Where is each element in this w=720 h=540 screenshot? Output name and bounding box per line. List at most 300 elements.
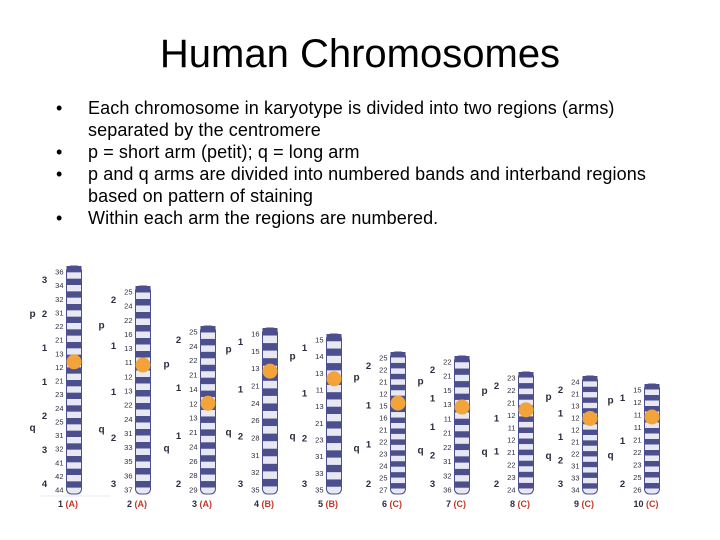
band-label: 25 (379, 473, 388, 483)
chromosome-band (67, 386, 82, 393)
chromosome-band (67, 329, 82, 336)
band-label: 35 (251, 485, 260, 495)
bullet-item (56, 97, 676, 141)
chromosome-band (391, 478, 406, 484)
chromosome-band (583, 456, 598, 462)
chromosome-band (583, 440, 598, 446)
band-label: 12 (189, 399, 198, 409)
band-label: 25 (189, 327, 198, 337)
chromosome-band (583, 387, 598, 393)
chromosome-group: (C) (517, 499, 531, 509)
band-label: 13 (571, 401, 580, 411)
chromosome-band (327, 356, 342, 364)
region-label: 3 (429, 479, 436, 490)
chromosome-band (136, 325, 151, 332)
chromosome-10 (607, 384, 659, 509)
band-label: 23 (315, 435, 324, 445)
chromosome-8 (481, 372, 533, 509)
chromosome-band (136, 345, 151, 352)
chromosome-band (263, 479, 278, 487)
region-label: 1 (557, 432, 564, 443)
chromosome-band (136, 306, 151, 313)
chromosome-number: 2 (126, 499, 135, 509)
band-label: 35 (124, 457, 133, 467)
chromosome-band (391, 374, 406, 380)
band-label: 41 (55, 458, 64, 468)
band-label: 32 (55, 294, 64, 304)
chromosome-group: (C) (581, 499, 595, 509)
q-arm-label: q (163, 443, 170, 455)
band-label: 22 (507, 460, 516, 470)
chromosome-band (455, 381, 470, 388)
chromosome-band (327, 341, 342, 349)
region-label: 1 (301, 388, 308, 400)
band-label: 16 (124, 329, 133, 339)
band-label: 31 (124, 428, 133, 438)
band-label: 12 (507, 410, 516, 420)
chromosome-band (583, 451, 598, 457)
band-label: 14 (189, 384, 198, 394)
band-label: 35 (315, 485, 324, 495)
region-label: 2 (41, 309, 48, 320)
band-label: 21 (55, 376, 64, 386)
chromosome-band (67, 304, 82, 311)
chromosome-band (67, 336, 82, 343)
chromosome-band (67, 405, 82, 412)
chromosome-band (455, 387, 470, 394)
chromosome-band (136, 312, 151, 319)
p-arm-label: p (353, 372, 360, 384)
chromosome-caption (574, 499, 594, 509)
band-label: 15 (251, 346, 260, 356)
chromosome-band (391, 368, 406, 374)
band-label: 24 (189, 442, 198, 452)
p-arm-label: p (163, 359, 170, 371)
chromosome-band (645, 439, 660, 445)
chromosome-band (136, 475, 151, 482)
slide-title: Human Chromosomes (159, 32, 561, 76)
chromosome-band (263, 388, 278, 396)
region-label: 2 (493, 381, 500, 392)
band-label: 25 (124, 287, 133, 297)
chromosome-band (391, 363, 406, 369)
q-arm-label: q (225, 427, 232, 439)
chromosome-band (136, 442, 151, 449)
chromosome-band (391, 428, 406, 434)
band-label: 32 (251, 468, 260, 478)
chromosome-group: (C) (453, 499, 467, 509)
chromosome-band (67, 291, 82, 298)
chromosome-band (201, 423, 216, 430)
chromosome-band (519, 455, 534, 461)
chromosome-band (455, 463, 470, 470)
chromosome-band (391, 390, 406, 396)
band-label: 31 (315, 452, 324, 462)
chromosome-band (67, 272, 82, 279)
band-label: 31 (571, 461, 580, 471)
band-label: 15 (315, 335, 324, 345)
bullet-item (56, 163, 676, 207)
chromosome-band (645, 401, 660, 407)
region-label: 1 (110, 341, 117, 352)
chromosome-band (136, 423, 151, 430)
region-label: 1 (175, 383, 182, 394)
region-label: 2 (619, 479, 626, 490)
band-label: 34 (55, 281, 64, 291)
band-label: 16 (251, 329, 260, 339)
region-label: 1 (557, 408, 564, 420)
band-label: 28 (251, 433, 260, 443)
band-label: 23 (507, 473, 516, 483)
chromosome-band (263, 441, 278, 449)
chromosome-band (455, 456, 470, 463)
chromosome-band (519, 483, 534, 489)
chromosome-ideogram (0, 258, 720, 520)
band-label: 24 (124, 414, 133, 424)
p-arm-label: p (417, 376, 424, 388)
band-label: 23 (55, 390, 64, 400)
band-label: 22 (507, 385, 516, 395)
chromosome-band (455, 475, 470, 482)
chromosome-band (263, 464, 278, 472)
bullet-dot: • (56, 98, 63, 118)
band-label: 22 (124, 315, 133, 325)
chromosome-band (201, 475, 216, 482)
band-label: 32 (443, 471, 452, 481)
q-arm-label: q (481, 446, 488, 458)
band-label: 14 (315, 352, 324, 362)
region-label: 3 (301, 479, 308, 490)
region-label: 1 (493, 446, 500, 458)
band-label: 15 (443, 385, 452, 395)
bullet-dot: • (56, 142, 63, 162)
chromosome-band (67, 285, 82, 292)
chromosome-band (263, 403, 278, 411)
chromosome-caption (58, 499, 78, 509)
chromosome-band (645, 445, 660, 451)
chromosome-3 (163, 326, 215, 509)
chromosome-band (263, 456, 278, 464)
region-label: 1 (429, 393, 436, 405)
chromosome-band (67, 418, 82, 425)
q-arm-label: q (607, 450, 614, 462)
chromosome-band (391, 461, 406, 467)
region-label: 2 (175, 335, 182, 346)
band-label: 21 (571, 437, 580, 447)
chromosome-band (391, 439, 406, 445)
chromosome-band (201, 468, 216, 475)
p-arm-label: p (29, 308, 36, 320)
bullet-item (56, 207, 676, 229)
bullet-dot: • (56, 208, 63, 228)
p-arm-label: p (98, 320, 105, 332)
chromosome-band (201, 332, 216, 339)
band-label: 21 (633, 435, 642, 445)
chromosome-band (645, 478, 660, 484)
q-arm-label: q (289, 431, 296, 443)
chromosome-band (67, 437, 82, 444)
band-label: 34 (571, 485, 580, 495)
band-label: 21 (571, 389, 580, 399)
chromosome-band (67, 412, 82, 419)
chromosome-number: 6 (381, 499, 390, 509)
band-label: 31 (55, 308, 64, 318)
region-label: 2 (493, 479, 500, 490)
chromosome-band (201, 436, 216, 443)
band-label: 11 (315, 385, 324, 395)
region-label: 1 (41, 343, 48, 354)
chromosome-band (645, 472, 660, 478)
chromosome-band (67, 323, 82, 330)
band-label: 12 (571, 425, 580, 435)
region-label: 1 (237, 384, 244, 396)
chromosome-band (455, 369, 470, 376)
band-label: 22 (379, 365, 388, 375)
chromosome-caption (633, 499, 658, 509)
chromosome-band (67, 431, 82, 438)
chromosome-band (519, 378, 534, 384)
chromosome-band (201, 352, 216, 359)
chromosome-band (201, 429, 216, 436)
chromosome-band (455, 431, 470, 438)
band-label: 23 (507, 373, 516, 383)
chromosome-band (583, 467, 598, 473)
chromosome-band (519, 394, 534, 400)
chromosome-band (201, 462, 216, 469)
band-label: 15 (379, 401, 388, 411)
chromosome-band (67, 450, 82, 457)
chromosome-band (327, 349, 342, 357)
chromosome-band (67, 317, 82, 324)
q-arm-label: q (545, 451, 552, 463)
band-label: 36 (443, 485, 452, 495)
region-label: 4 (41, 479, 48, 490)
region-label: 3 (41, 445, 48, 456)
band-label: 22 (443, 357, 452, 367)
centromere-marker (67, 354, 82, 369)
region-label: 2 (175, 479, 182, 490)
chromosome-band (136, 397, 151, 404)
chromosome-band (519, 450, 534, 456)
band-label: 24 (571, 377, 580, 387)
chromosome-band (67, 399, 82, 406)
chromosome-group: (B) (261, 499, 275, 509)
band-label: 36 (55, 267, 64, 277)
chromosome-band (327, 479, 342, 487)
chromosome-band (391, 379, 406, 385)
region-label: 2 (301, 433, 308, 445)
chromosome-band (391, 418, 406, 424)
centromere-marker (455, 400, 470, 415)
region-label: 2 (365, 479, 372, 490)
chromosome-band (645, 390, 660, 396)
band-label: 12 (507, 435, 516, 445)
chromosome-band (136, 410, 151, 417)
chromosome-band (583, 483, 598, 489)
chromosome-band (67, 481, 82, 488)
chromosome-band (136, 416, 151, 423)
region-label: 1 (429, 422, 436, 433)
chromosome-number: 1 (57, 499, 66, 509)
chromosome-band (136, 455, 151, 462)
band-label: 33 (571, 473, 580, 483)
chromosome-band (645, 450, 660, 456)
chromosome-band (583, 392, 598, 398)
chromosome-band (519, 461, 534, 467)
band-label: 13 (124, 344, 133, 354)
region-label: 1 (619, 393, 626, 404)
chromosome-band (327, 450, 342, 458)
band-label: 21 (251, 381, 260, 391)
p-arm-label: p (481, 385, 488, 397)
chromosome-7 (417, 356, 469, 509)
chromosome-band (201, 345, 216, 352)
band-label: 21 (189, 428, 198, 438)
chromosome-band (263, 396, 278, 404)
region-label: 3 (41, 275, 48, 286)
chromosome-band (327, 399, 342, 407)
chromosome-number: 7 (445, 499, 454, 509)
region-label: 1 (175, 431, 182, 442)
band-label: 23 (633, 460, 642, 470)
chromosome-band (391, 467, 406, 473)
chromosome-band (455, 419, 470, 426)
band-label: 21 (443, 428, 452, 438)
band-label: 21 (315, 418, 324, 428)
chromosome-9 (545, 376, 597, 509)
centromere-marker (583, 411, 598, 426)
band-label: 13 (315, 402, 324, 412)
band-label: 13 (55, 349, 64, 359)
chromosome-band (455, 481, 470, 488)
band-label: 26 (189, 456, 198, 466)
band-label: 31 (251, 450, 260, 460)
chromosome-band (201, 442, 216, 449)
band-label: 11 (507, 423, 516, 433)
chromosome-band (645, 395, 660, 401)
chromosome-number: 3 (191, 499, 200, 509)
chromosome-band (136, 384, 151, 391)
band-label: 26 (633, 485, 642, 495)
chromosome-group: (A) (65, 499, 79, 509)
chromosome-band (136, 332, 151, 339)
chromosome-band (583, 446, 598, 452)
band-label: 12 (571, 413, 580, 423)
band-label: 11 (443, 414, 452, 424)
chromosome-band (136, 462, 151, 469)
chromosome-band (136, 449, 151, 456)
band-label: 12 (379, 389, 388, 399)
chromosome-caption (446, 499, 466, 509)
chromosome-band (201, 365, 216, 372)
bullet-text: p and q arms are divided into numbered bands and interband regions based on pattern of staining (88, 164, 646, 206)
chromosome-band (136, 429, 151, 436)
chromosome-band (136, 319, 151, 326)
chromosome-band (645, 467, 660, 473)
chromosome-band (327, 429, 342, 437)
chromosome-band (645, 434, 660, 440)
bullet-text: p = short arm (petit); q = long arm (88, 142, 360, 162)
band-label: 12 (124, 372, 133, 382)
centromere-marker (201, 396, 216, 411)
chromosome-band (455, 375, 470, 382)
chromosome-band (455, 425, 470, 432)
chromosome-band (455, 438, 470, 445)
chromosome-band (201, 455, 216, 462)
band-label: 11 (633, 410, 642, 420)
chromosome-band (327, 414, 342, 422)
band-label: 21 (507, 398, 516, 408)
chromosome-band (201, 416, 216, 423)
p-arm-label: p (545, 392, 552, 404)
region-label: 2 (237, 431, 244, 443)
band-label: 31 (55, 431, 64, 440)
band-label: 25 (633, 473, 642, 482)
chromosome-band (136, 351, 151, 358)
chromosome-band (583, 403, 598, 409)
chromosome-band (136, 481, 151, 488)
chromosome-number: 10 (633, 499, 647, 509)
chromosome-band (391, 434, 406, 440)
chromosome-1 (29, 266, 81, 509)
chromosome-band (201, 410, 216, 417)
p-arm-label: p (607, 395, 614, 407)
region-label: 3 (110, 479, 117, 490)
chromosome-band (391, 483, 406, 489)
band-label: 13 (443, 400, 452, 410)
centromere-marker (327, 371, 342, 386)
chromosome-5 (289, 334, 341, 509)
chromosome-band (67, 475, 82, 482)
band-label: 22 (55, 322, 64, 331)
chromosome-caption (254, 499, 274, 509)
region-label: 2 (110, 295, 117, 306)
bullet-list (56, 97, 676, 229)
chromosome-number: 5 (317, 499, 326, 509)
band-label: 13 (251, 364, 260, 374)
bullet-text: Within each arm the regions are numbered. (88, 208, 439, 228)
region-label: 1 (493, 413, 500, 425)
band-label: 21 (189, 370, 198, 380)
chromosome-band (67, 342, 82, 349)
band-label: 25 (379, 353, 388, 363)
chromosome-caption (127, 499, 147, 509)
band-label: 22 (379, 437, 388, 447)
band-label: 24 (379, 461, 388, 471)
chromosome-band (67, 443, 82, 450)
region-label: 1 (365, 400, 372, 412)
chromosome-number: 9 (573, 499, 582, 509)
chromosome-band (136, 390, 151, 397)
chromosome-band (327, 363, 342, 371)
bullet-dot: • (56, 164, 63, 184)
chromosome-band (583, 430, 598, 436)
bullet-item (56, 141, 676, 163)
chromosome-band (645, 461, 660, 467)
chromosome-band (136, 436, 151, 443)
chromosome-band (645, 428, 660, 434)
chromosome-band (263, 449, 278, 457)
centromere-marker (263, 364, 278, 379)
chromosome-band (67, 348, 82, 355)
chromosome-band (263, 411, 278, 419)
chromosome-band (391, 445, 406, 451)
q-arm-label: q (98, 424, 105, 436)
band-label: 31 (443, 457, 452, 467)
band-label: 21 (379, 425, 388, 435)
chromosome-band (645, 456, 660, 462)
band-label: 26 (251, 416, 260, 426)
